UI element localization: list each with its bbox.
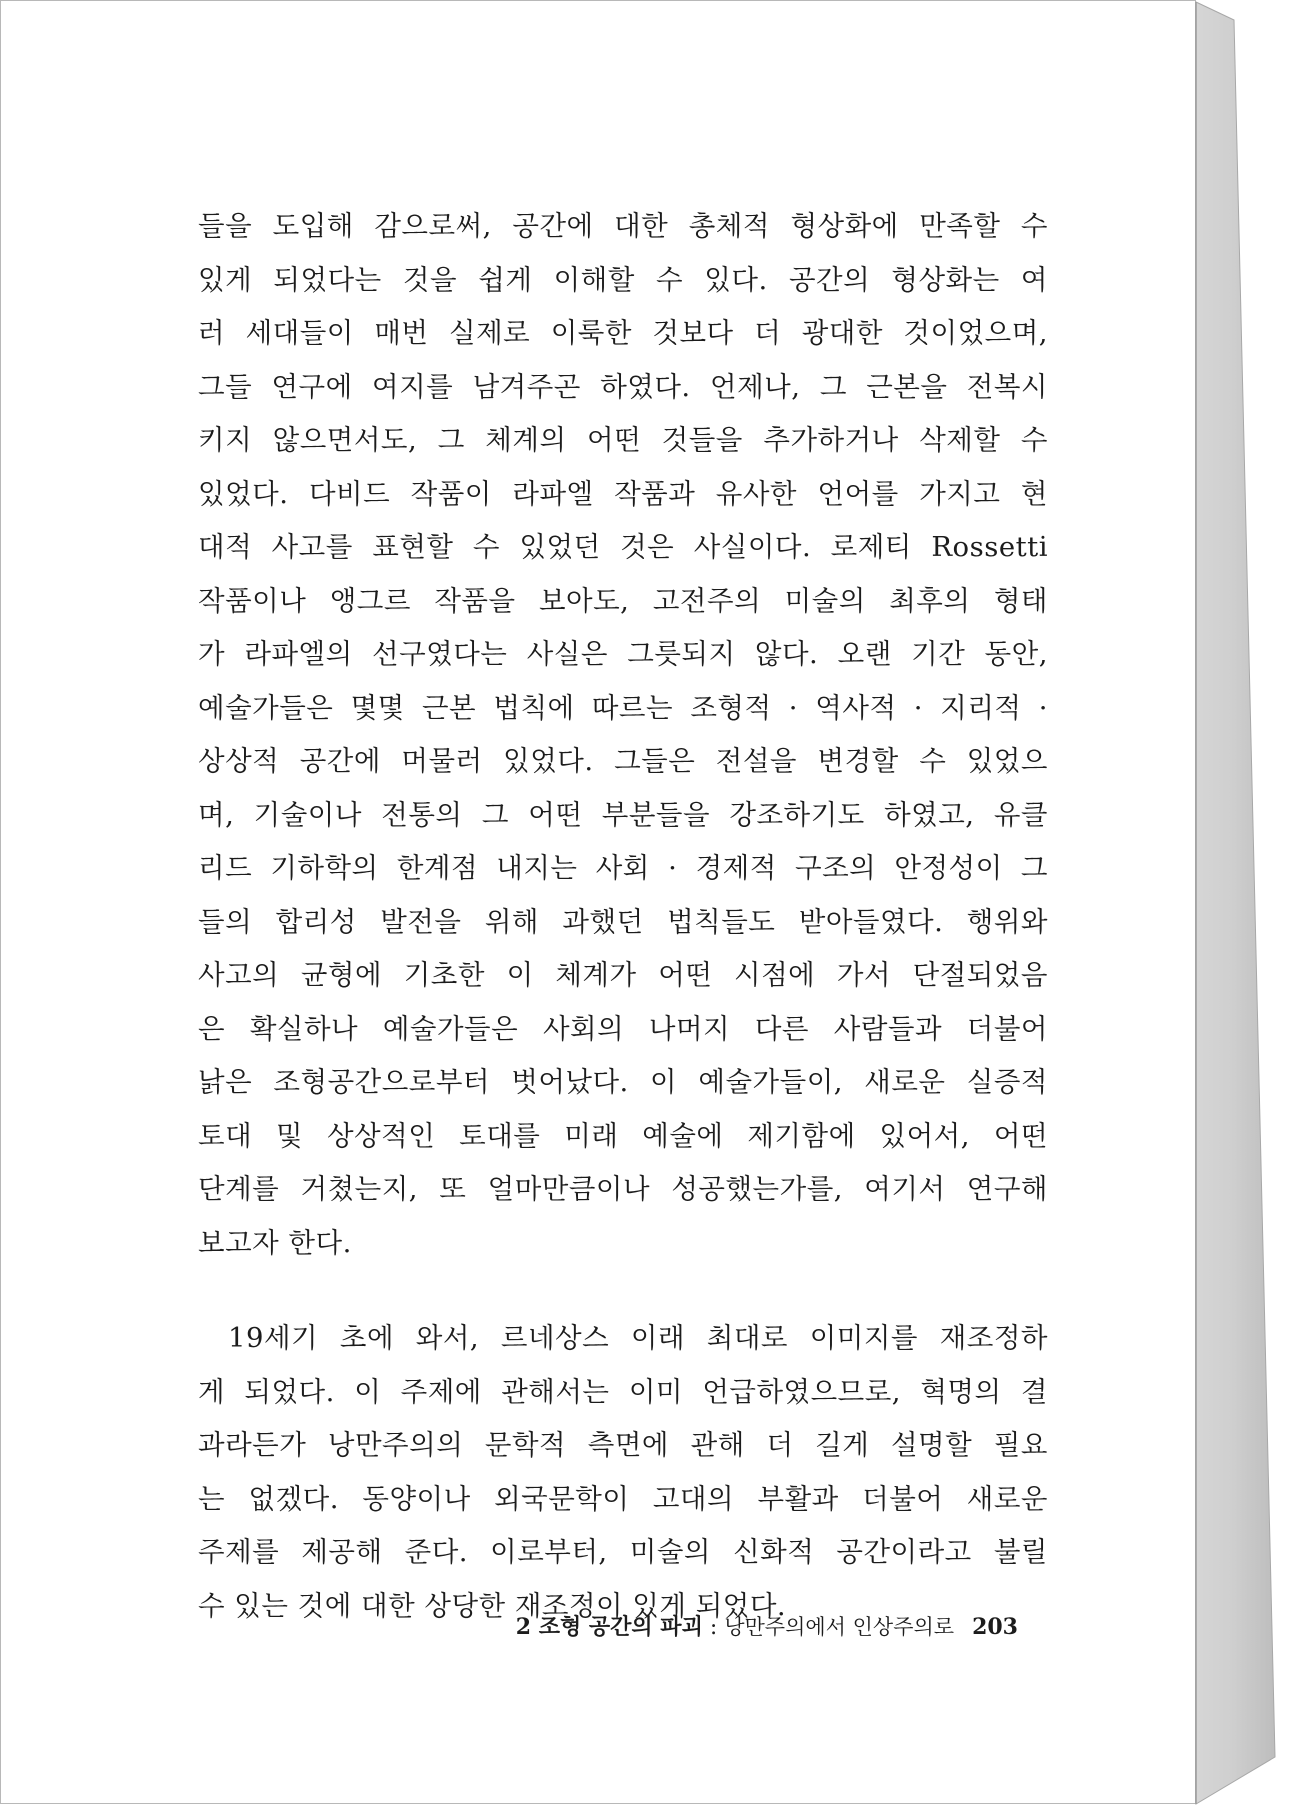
- text-line: 수 있는 것에 대한 상당한 재조정이 있게 되었다.: [198, 1589, 787, 1622]
- text-line: 대적 사고를 표현할 수 있었던 것은 사실이다. 로제티 Rossetti: [198, 531, 1048, 563]
- paragraph-2: [198, 1312, 1048, 1633]
- text-line: 토대 및 상상적인 토대를 미래 예술에 제기함에 있어서, 어떤: [198, 1119, 1048, 1152]
- text-line: 주제를 제공해 준다. 이로부터, 미술의 신화적 공간이라고 불릴: [198, 1536, 1048, 1568]
- paragraph-gap: [198, 1270, 1048, 1312]
- text-line: 보고자 한다.: [198, 1226, 352, 1259]
- text-line: 게 되었다. 이 주제에 관해서는 이미 언급하였으므로, 혁명의 결: [198, 1375, 1048, 1408]
- text-line: 상상적 공간에 머물러 있었다. 그들은 전설을 변경할 수 있었으: [198, 745, 1048, 777]
- text-line: 단계를 거쳤는지, 또 얼마만큼이나 성공했는가를, 여기서 연구해: [198, 1173, 1048, 1205]
- body-text: [198, 200, 1048, 1633]
- text-line: 는 없겠다. 동양이나 외국문학이 고대의 부활과 더불어 새로운: [198, 1482, 1048, 1515]
- text-line: 작품이나 앵그르 작품을 보아도, 고전주의 미술의 최후의 형태: [198, 584, 1048, 617]
- text-line: 그들 연구에 여지를 남겨주곤 하였다. 언제나, 그 근본을 전복시: [198, 370, 1048, 403]
- text-line: 사고의 균형에 기초한 이 체계가 어떤 시점에 가서 단절되었음: [198, 959, 1048, 991]
- text-line: 며, 기술이나 전통의 그 어떤 부분들을 강조하기도 하였고, 유클: [198, 798, 1048, 831]
- paragraph-1: [198, 200, 1048, 1270]
- text-line: 낡은 조형공간으로부터 벗어났다. 이 예술가들이, 새로운 실증적: [198, 1066, 1048, 1098]
- running-footer: [470, 1605, 1018, 1649]
- chapter-subtitle: 낭만주의에서 인상주의로: [724, 1615, 955, 1639]
- text-line: 들을 도입해 감으로써, 공간에 대한 총체적 형상화에 만족할 수: [198, 210, 1048, 242]
- chapter-title: 2 조형 공간의 파괴: [515, 1614, 703, 1640]
- page-number: 203: [972, 1614, 1018, 1640]
- text-line: 들의 합리성 발전을 위해 과했던 법칙들도 받아들였다. 행위와: [198, 905, 1048, 938]
- text-line: 가 라파엘의 선구였다는 사실은 그릇되지 않다. 오랜 기간 동안,: [198, 638, 1048, 670]
- text-line: 러 세대들이 매번 실제로 이룩한 것보다 더 광대한 것이었으며,: [198, 317, 1048, 349]
- text-line: 과라든가 낭만주의의 문학적 측면에 관해 더 길게 설명할 필요: [198, 1429, 1048, 1461]
- text-line: 리드 기하학의 한계점 내지는 사회 · 경제적 구조의 안정성이 그: [198, 852, 1048, 884]
- text-line: 있게 되었다는 것을 쉽게 이해할 수 있다. 공간의 형상화는 여: [198, 263, 1048, 296]
- footer-separator: :: [702, 1615, 725, 1640]
- text-line: 있었다. 다비드 작품이 라파엘 작품과 유사한 언어를 가지고 현: [198, 477, 1048, 510]
- text-line: 19세기 초에 와서, 르네상스 이래 최대로 이미지를 재조정하: [228, 1322, 1048, 1354]
- text-line: 은 확실하나 예술가들은 사회의 나머지 다른 사람들과 더불어: [198, 1012, 1048, 1045]
- text-line: 예술가들은 몇몇 근본 법칙에 따르는 조형적 · 역사적 · 지리적 ·: [198, 691, 1048, 724]
- text-line: 키지 않으면서도, 그 체계의 어떤 것들을 추가하거나 삭제할 수: [198, 424, 1048, 456]
